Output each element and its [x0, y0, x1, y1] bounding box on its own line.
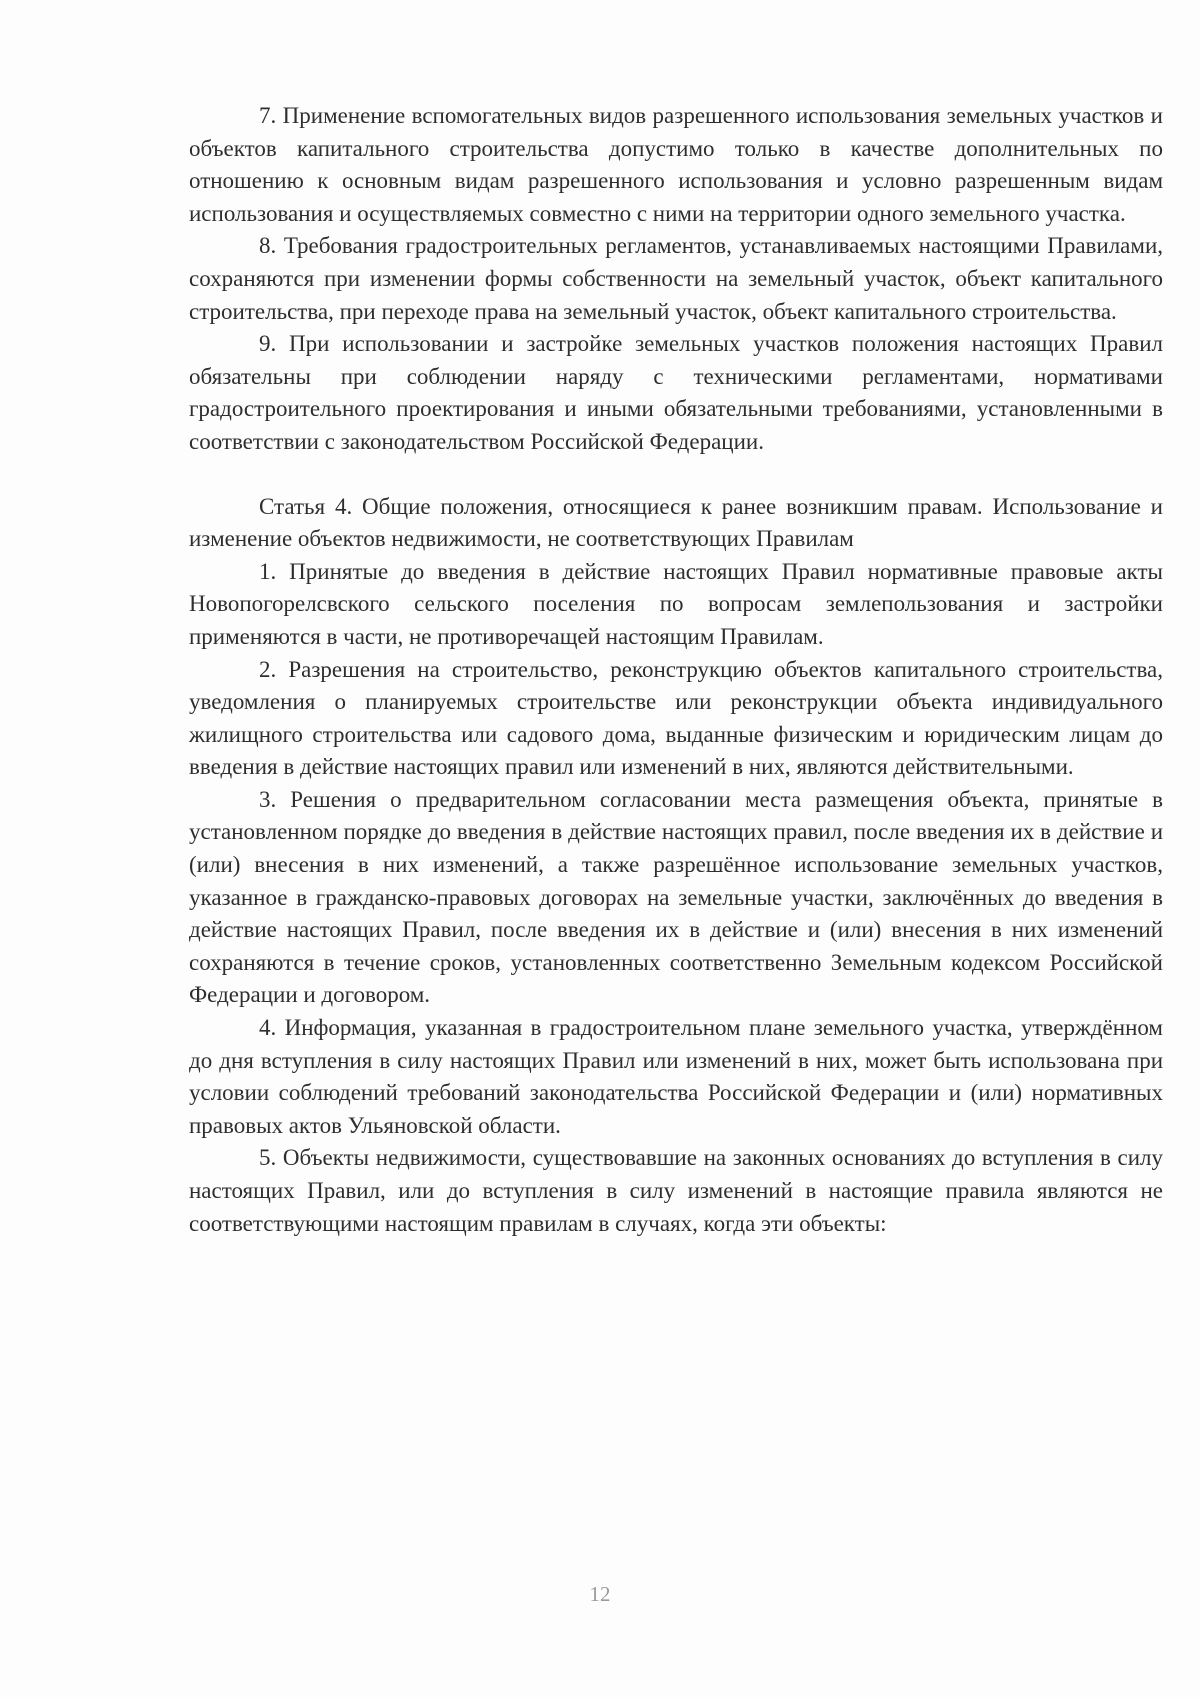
document-body	[189, 100, 1163, 1240]
paragraph-9: 9. При использовании и застройке земельных участков положения настоящих Правил обязательны при соблюдении наряду с техническими регламентами, нормативами градостроительного проектирования и иными обязательными требованиями, установленными в соответствии с законодательством Российской Федерации.	[189, 331, 1163, 454]
paragraph-8: 8. Требования градостроительных регламентов, устанавливаемых настоящими Правилами, сохраняются при изменении формы собственности на земельный участок, объект капитального строительства, при переходе права на земельный участок, объект капитального строительства.	[189, 233, 1163, 324]
article-4-paragraph-4: 4. Информация, указанная в градостроительном плане земельного участка, утверждённом до дня вступления в силу настоящих Правил или изменений в них, может быть использована при условии соблюдений требований законодательства Российской Федерации и (или) нормативных правовых актов Ульяновской области.	[189, 1015, 1163, 1138]
article-4-paragraph-2: 2. Разрешения на строительство, реконструкцию объектов капитального строительства, уведомления о планируемых строительстве или реконструкции объекта индивидуального жилищного строительства или садового дома, выданные физическим и юридическим лицам до введения в действие настоящих правил или изменений в них, являются действительными.	[189, 656, 1163, 780]
page-number: 12	[589, 1582, 611, 1606]
article-4-heading: Статья 4. Общие положения, относящиеся к ранее возникшим правам. Использование и изменение объектов недвижимости, не соответствующих Правилам	[189, 493, 1163, 552]
article-4-paragraph-3: 3. Решения о предварительном согласовании места размещения объекта, принятые в установленном порядке до введения в действие настоящих правил, после введения их в действие и (или) внесения в них изменений, а также разрешённое использование земельных участков, указанное в гражданско-правовых договорах на земельные участки, заключённых до введения в действие настоящих Правил, после введения их в действие и (или) внесения в них изменений сохраняются в течение сроков, установленных соответственно Земельным кодексом Российской Федерации и договором.	[189, 786, 1163, 1008]
paragraph-7: 7. Применение вспомогательных видов разрешенного использования земельных участков и объектов капитального строительства допустимо только в качестве дополнительных по отношению к основным видам разрешенного использования и условно разрешенным видам использования и осуществляемых совместно с ними на территории одного земельного участка.	[189, 103, 1163, 226]
article-4-paragraph-5: 5. Объекты недвижимости, существовавшие на законных основаниях до вступления в силу настоящих Правил, или до вступления в силу изменений в настоящие правила являются не соответствующими настоящим правилам в случаях, когда эти объекты:	[189, 1145, 1163, 1236]
article-4-paragraph-1: 1. Принятые до введения в действие настоящих Правил нормативные правовые акты Новопогорелсвского сельского поселения по вопросам землепользования и застройки применяются в части, не противоречащей настоящим Правилам.	[189, 558, 1163, 649]
